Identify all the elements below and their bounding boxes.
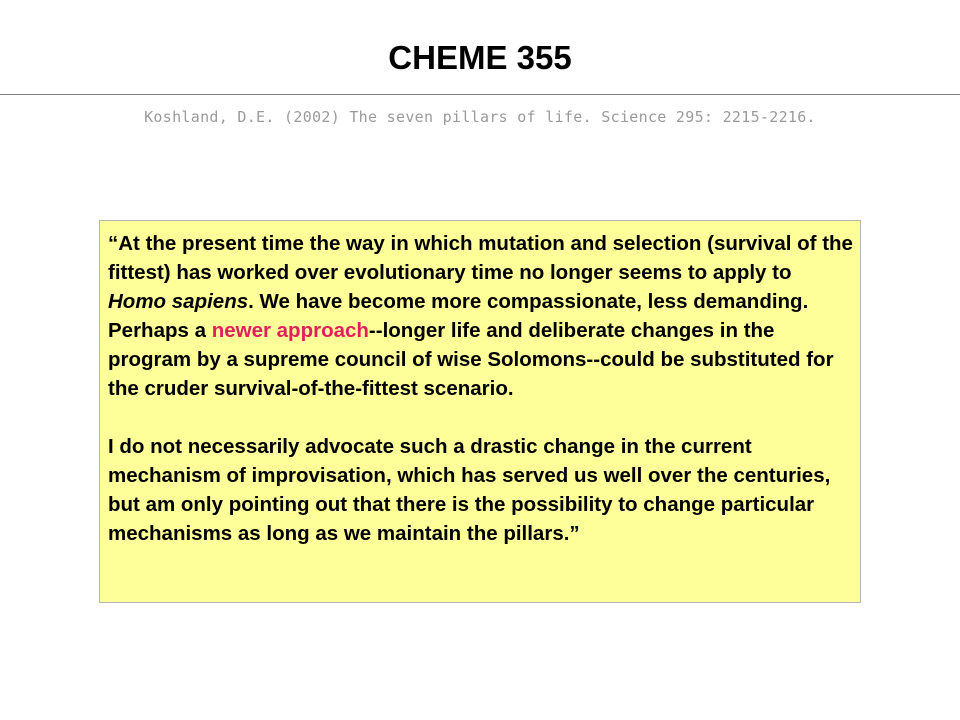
citation: Koshland, D.E. (2002) The seven pillars of life. Science 295: 2215-2216. bbox=[144, 108, 816, 126]
quote-highlight: newer approach bbox=[211, 319, 369, 342]
quote-text: . We have become more compassionate, less demanding. Perhaps a bbox=[108, 290, 809, 342]
quote-box bbox=[99, 220, 861, 603]
quote-paragraph-1 bbox=[108, 229, 854, 403]
quote-text: --longer life and deliberate changes in the program by a supreme council of wise Solomons--could be substituted for the cruder survival-of-the-fittest scenario. bbox=[108, 319, 834, 400]
title-divider bbox=[0, 94, 960, 95]
quote-text: “At the present time the way in which mutation and selection (survival of the fittest) has worked over evolutionary time no longer seems to apply to bbox=[108, 232, 853, 284]
quote-paragraph-2: I do not necessarily advocate such a drastic change in the current mechanism of improvisation, which has served us well over the centuries, but am only pointing out that there is the possibility to change particular mechanisms as long as we maintain the pillars.” bbox=[108, 435, 831, 545]
slide-title: CHEME 355 bbox=[388, 39, 572, 76]
quote-species-name: Homo sapiens bbox=[108, 290, 249, 313]
